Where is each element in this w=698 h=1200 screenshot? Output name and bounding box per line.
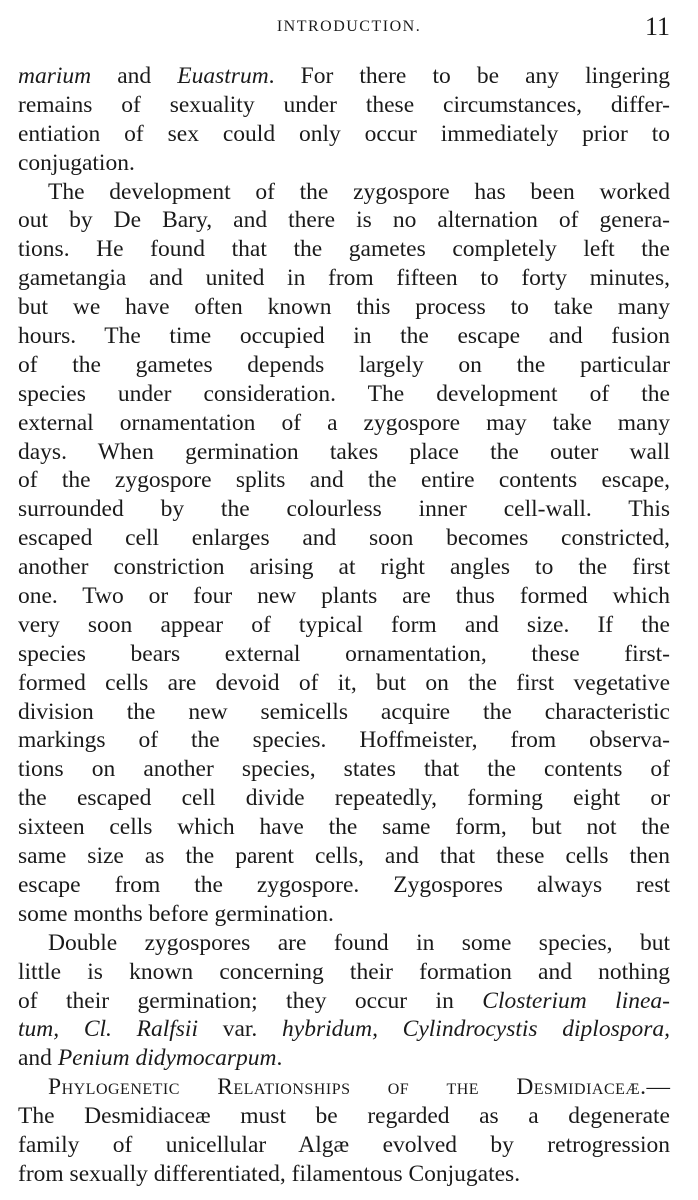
text-line: division the new semicells acquire the characteristic xyxy=(18,698,670,725)
text-line xyxy=(18,1015,670,1044)
text-line: entiation of sex could only occur immediately prior to xyxy=(18,120,670,147)
text-line: species under consideration. The development of the xyxy=(18,380,670,407)
text-line: same size as the parent cells, and that these cells then xyxy=(18,843,670,870)
text-line: days. When germination takes place the outer wall xyxy=(18,438,670,465)
text-line: of the zygospore splits and the entire contents escape, xyxy=(18,467,670,494)
text-run: and xyxy=(18,1045,58,1072)
text-line: from sexually differentiated, filamentous Conjugates. xyxy=(18,1160,521,1187)
text-line: out by De Bary, and there is no alternation of genera- xyxy=(18,207,670,234)
text-line: tions on another species, states that the contents of xyxy=(18,756,670,783)
species-name-italic: Penium didymocarpum xyxy=(57,1045,277,1072)
genus-name-italic: Euastrum xyxy=(177,63,269,89)
text-line: family of unicellular Algæ evolved by retrogression xyxy=(18,1131,670,1158)
text-line: species bears external ornamentation, these first- xyxy=(18,640,670,667)
page-number: 11 xyxy=(644,12,670,41)
text-line: escape from the zygospore. Zygospores always rest xyxy=(18,871,670,898)
species-name-italic: hybridum, Cylindrocystis diplospora, xyxy=(282,1016,671,1043)
text-run: . For there to be any lingering xyxy=(268,63,670,89)
text-line: external ornamentation of a zygospore may take many xyxy=(18,409,670,436)
text-run: of their germination; they occur in xyxy=(18,987,483,1014)
text-line xyxy=(18,1044,670,1073)
text-line: another constriction arising at right angles to the first xyxy=(18,554,670,581)
paragraph-first-line: Double zygospores are found in some species, but xyxy=(48,929,670,956)
text-line: The Desmidiaceæ must be regarded as a degenerate xyxy=(18,1103,670,1130)
text-line: sixteen cells which have the same form, but not the xyxy=(18,814,670,841)
text-line: conjugation. xyxy=(18,149,135,176)
text-line: markings of the species. Hoffmeister, from observa- xyxy=(18,727,670,754)
text-line xyxy=(18,987,670,1016)
species-name-italic: Closterium linea- xyxy=(482,987,670,1014)
text-run: . xyxy=(276,1045,283,1072)
text-line: remains of sexuality under these circumstances, differ- xyxy=(18,91,670,118)
text-line: tions. He found that the gametes completely left the xyxy=(18,236,670,263)
text-line: surrounded by the colourless inner cell-wall. This xyxy=(18,496,670,523)
text-line xyxy=(18,62,670,91)
text-line: escaped cell enlarges and soon becomes constricted, xyxy=(18,525,670,552)
species-name-italic: tum, Cl. Ralfsii xyxy=(18,1016,198,1043)
text-run: — xyxy=(646,1074,670,1101)
running-title: INTRODUCTION. xyxy=(276,18,422,35)
running-head xyxy=(0,12,698,46)
text-line: of the gametes depends largely on the particular xyxy=(18,351,670,378)
text-line: little is known concerning their formation and nothing xyxy=(18,958,670,985)
text-line: hours. The time occupied in the escape and fusion xyxy=(18,323,670,350)
text-run: var. xyxy=(198,1016,283,1043)
body-text xyxy=(18,62,670,1189)
section-heading: Phylogenetic Relationships of the Desmidiaceæ. xyxy=(48,1074,647,1101)
text-line: some months before germination. xyxy=(18,900,334,927)
genus-name-italic: marium xyxy=(18,63,92,89)
text-line: very soon appear of typical form and size. If the xyxy=(18,611,670,638)
text-line: formed cells are devoid of it, but on the first vegetative xyxy=(18,669,670,696)
text-line: gametangia and united in from fifteen to forty minutes, xyxy=(18,265,670,292)
section-heading-line xyxy=(18,1073,670,1102)
paragraph-first-line: The development of the zygospore has been worked xyxy=(48,178,670,205)
text-line: the escaped cell divide repeatedly, forming eight or xyxy=(18,785,670,812)
text-run: and xyxy=(91,63,178,89)
text-line: but we have often known this process to take many xyxy=(18,294,670,321)
text-line: one. Two or four new plants are thus formed which xyxy=(18,583,670,610)
